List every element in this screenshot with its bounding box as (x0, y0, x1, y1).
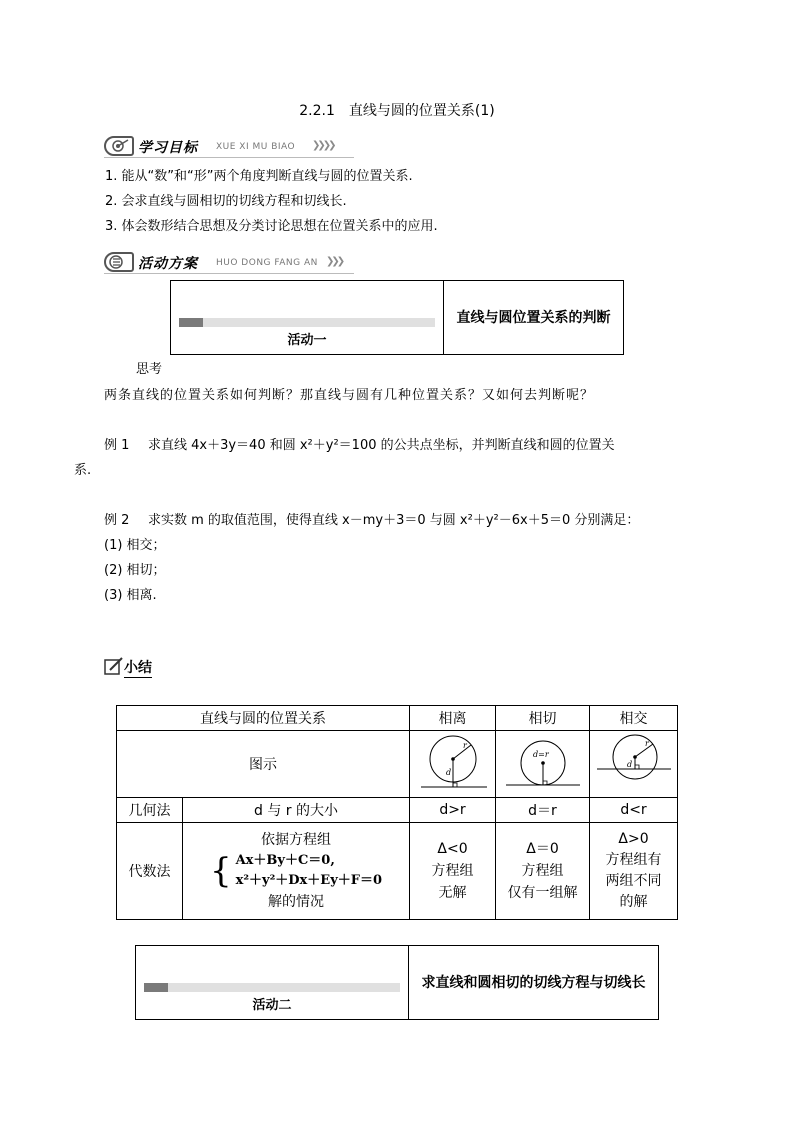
algebraic-line-last: 解的情况 (268, 894, 324, 910)
geometric-tangent: d＝r (496, 798, 590, 823)
table-row (117, 798, 678, 823)
figure-separate (410, 731, 496, 798)
geometric-separate: d>r (410, 798, 496, 823)
equation-system (210, 851, 382, 891)
summary-table (116, 705, 678, 920)
delta-value: Δ<0 (437, 841, 468, 857)
page-title: 2.2.1 直线与圆的位置关系(1) (299, 103, 495, 119)
solution-text: 的解 (619, 894, 648, 910)
distance-label: d (626, 760, 632, 769)
think-label: 思考 (136, 362, 163, 377)
header-separate: 相离 (410, 706, 496, 731)
goal-item-3: 3. 体会数形结合思想及分类讨论思想在位置关系中的应用. (105, 219, 438, 234)
list-icon (104, 252, 134, 272)
header-relation: 直线与圆的位置关系 (117, 706, 410, 731)
learning-goals-pinyin: XUE XI MU BIAO (216, 142, 296, 152)
algebraic-criterion (183, 823, 410, 920)
target-icon (104, 136, 134, 156)
banner-rule (104, 157, 354, 158)
summary-label: 小结 (124, 657, 152, 678)
equation-line: Ax＋By＋C＝0, (235, 853, 335, 868)
geometric-intersect: d<r (590, 798, 678, 823)
example2-text: 求实数 m 的取值范围，使得直线 x－my＋3＝0 与圆 x²＋y²－6x＋5＝0 分别满足： (148, 513, 640, 528)
learning-goals-label: 学习目标 (138, 140, 198, 156)
example2-part-3: (3) 相离. (104, 588, 157, 603)
figure-intersect (590, 731, 678, 798)
geometric-criterion: d 与 r 的大小 (183, 798, 410, 823)
algebraic-separate (410, 823, 496, 920)
banner-rule (104, 273, 354, 274)
chevrons-icon: ❯❯❯❯ (312, 140, 334, 151)
activity1-box (170, 280, 624, 355)
figure-row-label: 图示 (117, 731, 410, 798)
solution-text: 无解 (438, 885, 467, 901)
delta-value: Δ＝0 (526, 841, 559, 857)
pencil-note-icon (104, 656, 124, 676)
header-intersect: 相交 (590, 706, 678, 731)
separate-diagram (413, 731, 493, 793)
table-row (117, 706, 678, 731)
activity1-name: 活动一 (287, 333, 327, 348)
algebraic-intersect (590, 823, 678, 920)
table-row (117, 731, 678, 798)
system-text: 方程组 (431, 863, 474, 879)
activity1-topic: 直线与圆位置关系的判断 (456, 309, 611, 326)
activity-plan-banner (104, 252, 354, 274)
example1-text: 求直线 4x＋3y＝40 和圆 x²＋y²＝100 的公共点坐标，并判断直线和圆的位置关 (148, 438, 615, 453)
table-row (117, 823, 678, 920)
system-text: 方程组有 (605, 852, 662, 868)
solution-text: 两组不同 (605, 873, 662, 889)
example2-label: 例 2 (104, 513, 130, 528)
distance-label: d (445, 768, 451, 777)
algebraic-tangent (496, 823, 590, 920)
example2-part-2: (2) 相切； (104, 563, 166, 578)
activity2-box (135, 945, 659, 1020)
header-tangent: 相切 (496, 706, 590, 731)
think-question: 两条直线的位置关系如何判断？那直线与圆有几种位置关系？又如何去判断呢？ (104, 388, 595, 403)
activity2-left (136, 946, 409, 1019)
radius-label: r (462, 741, 467, 750)
algebraic-method: 代数法 (117, 823, 183, 920)
activity2-progress (144, 983, 400, 992)
tangent-diagram (500, 731, 586, 793)
activity2-topic: 求直线和圆相切的切线方程与切线长 (421, 974, 646, 991)
d-equals-r-label: d=r (532, 750, 549, 759)
activity1-progress (179, 318, 435, 327)
goal-item-2: 2. 会求直线与圆相切的切线方程和切线长. (105, 194, 347, 209)
goal-item-1: 1. 能从“数”和“形”两个角度判断直线与圆的位置关系. (105, 169, 413, 184)
delta-value: Δ>0 (618, 831, 649, 847)
equation-circle: x²＋y²＋Dx＋Ey＋F＝0 (235, 873, 383, 888)
algebraic-line1: 依据方程组 (261, 832, 331, 848)
brace-icon: { (209, 851, 232, 891)
activity1-left (171, 281, 444, 354)
solution-text: 仅有一组解 (507, 885, 578, 901)
intersect-diagram (593, 731, 675, 793)
example1-text-cont: 系. (74, 463, 92, 478)
figure-tangent (496, 731, 590, 798)
system-text: 方程组 (521, 863, 564, 879)
radius-label: r (644, 739, 649, 748)
chevrons-icon: ❯❯❯ (326, 256, 343, 267)
example1-label: 例 1 (104, 438, 130, 453)
activity2-name: 活动二 (252, 998, 292, 1013)
activity-plan-label: 活动方案 (138, 256, 198, 272)
geometric-method: 几何法 (117, 798, 183, 823)
example2-part-1: (1) 相交； (104, 538, 166, 553)
learning-goals-banner (104, 136, 354, 158)
activity-plan-pinyin: HUO DONG FANG AN (216, 258, 318, 268)
